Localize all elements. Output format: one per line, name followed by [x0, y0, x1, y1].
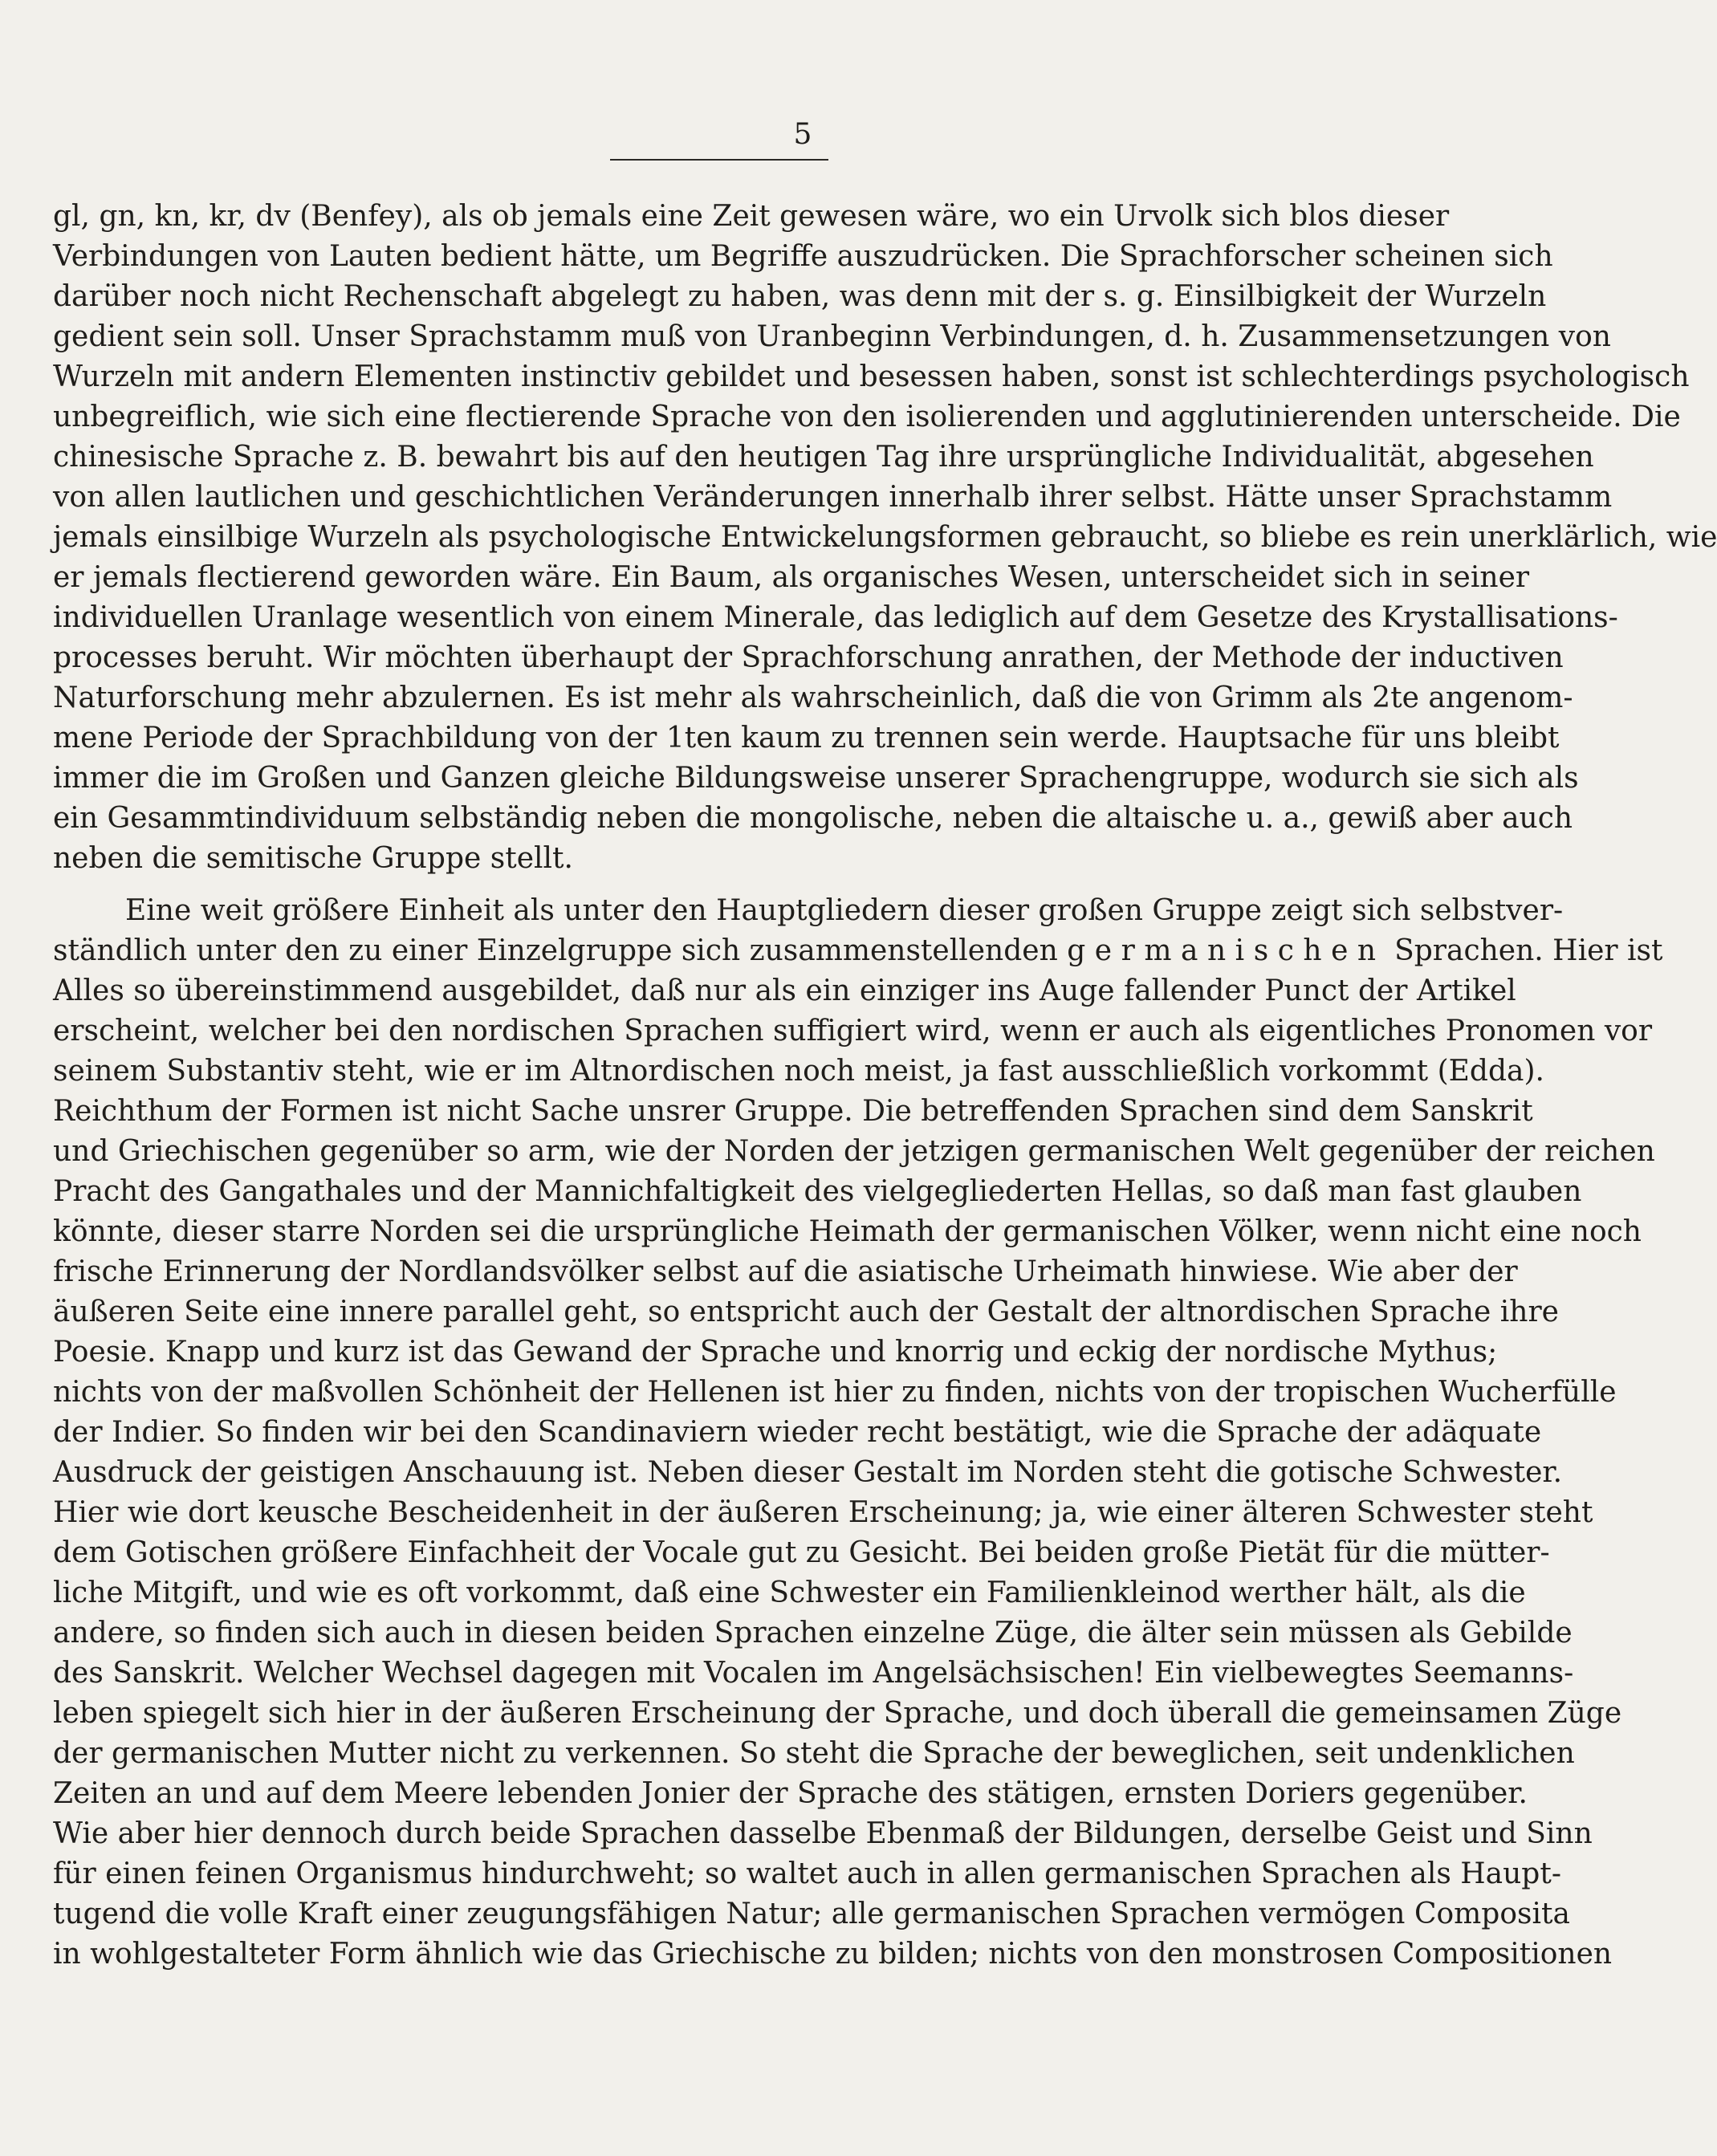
text-line: seinem Substantiv steht, wie er im Altnordischen noch meist, ja fast ausschließlich vorkommt (Edda). [53, 1055, 1544, 1088]
text-line: der germanischen Mutter nicht zu verkennen. So steht die Sprache der beweglichen, seit undenklichen [53, 1737, 1575, 1770]
text-line: Eine weit größere Einheit als unter den Hauptgliedern dieser großen Gruppe zeigt sich selbstver- [125, 894, 1564, 927]
header-rule [610, 159, 828, 161]
text-line: andere, so finden sich auch in diesen beiden Sprachen einzelne Züge, die älter sein müssen als Gebilde [53, 1617, 1573, 1650]
text-line: frische Erinnerung der Nordlandsvölker selbst auf die asiatische Urheimath hinwiese. Wie aber der [53, 1255, 1518, 1288]
text-line: Reichthum der Formen ist nicht Sache unsrer Gruppe. Die betreffenden Sprachen sind dem Sanskrit [53, 1095, 1533, 1128]
text-line-with-emphasis [53, 931, 1663, 971]
text-line: Ausdruck der geistigen Anschauung ist. Neben dieser Gestalt im Norden steht die gotische Schwester. [53, 1456, 1563, 1489]
text-line: mene Periode der Sprachbildung von der 1ten kaum zu trennen sein werde. Hauptsache für uns bleibt [53, 722, 1560, 755]
text-line: leben spiegelt sich hier in der äußeren Erscheinung der Sprache, und doch überall die gemeinsamen Züge [53, 1697, 1622, 1730]
emphasized-word: germanischen [1067, 934, 1385, 967]
text-line: chinesische Sprache z. B. bewahrt bis auf den heutigen Tag ihre ursprüngliche Individualität, abgesehen [53, 441, 1594, 474]
text-segment: Sprachen. Hier ist [1385, 934, 1663, 967]
text-line: individuellen Uranlage wesentlich von einem Minerale, das lediglich auf dem Gesetze des Krystallisations- [53, 601, 1618, 634]
text-line: darüber noch nicht Rechenschaft abgelegt zu haben, was denn mit der s. g. Einsilbigkeit der Wurzeln [53, 280, 1547, 313]
text-line: für einen feinen Organismus hindurchweht; so waltet auch in allen germanischen Sprachen als Haupt- [53, 1857, 1561, 1890]
text-line: jemals einsilbige Wurzeln als psychologische Entwickelungsformen gebraucht, so bliebe es rein unerklärlich, wie [53, 521, 1717, 554]
text-line: des Sanskrit. Welcher Wechsel dagegen mit Vocalen im Angelsächsischen! Ein vielbewegtes Seemanns- [53, 1657, 1574, 1690]
text-line: Wurzeln mit andern Elementen instinctiv gebildet und besessen haben, sonst ist schlechterdings psychologisch [53, 360, 1690, 393]
text-line: processes beruht. Wir möchten überhaupt der Sprachforschung anrathen, der Methode der inductiven [53, 641, 1564, 674]
page-number: 5 [793, 118, 812, 151]
text-line: unbegreiflich, wie sich eine flectierende Sprache von den isolierenden und agglutinierenden unterscheide. Die [53, 401, 1681, 433]
text-line: Alles so übereinstimmend ausgebildet, daß nur als ein einziger ins Auge fallender Punct der Artikel [53, 974, 1516, 1007]
text-line: Wie aber hier dennoch durch beide Sprachen dasselbe Ebenmaß der Bildungen, derselbe Geist und Sinn [53, 1817, 1593, 1850]
text-line: und Griechischen gegenüber so arm, wie der Norden der jetzigen germanischen Welt gegenüber der reichen [53, 1135, 1655, 1168]
text-line: Naturforschung mehr abzulernen. Es ist mehr als wahrscheinlich, daß die von Grimm als 2te angenom- [53, 681, 1573, 714]
text-line: der Indier. So finden wir bei den Scandinaviern wieder recht bestätigt, wie die Sprache der adäquate [53, 1416, 1542, 1449]
text-line: könnte, dieser starre Norden sei die ursprüngliche Heimath der germanischen Völker, wenn nicht eine noch [53, 1215, 1642, 1248]
text-line: er jemals flectierend geworden wäre. Ein Baum, als organisches Wesen, unterscheidet sich in seiner [53, 561, 1530, 594]
text-line: liche Mitgift, und wie es oft vorkommt, daß eine Schwester ein Familienkleinod werther hält, als die [53, 1576, 1526, 1609]
text-line: ein Gesammtindividuum selbständig neben die mongolische, neben die altaische u. a., gewiß aber auch [53, 802, 1573, 835]
text-line: Hier wie dort keusche Bescheidenheit in der äußeren Erscheinung; ja, wie einer älteren Schwester steht [53, 1496, 1593, 1529]
text-line: gedient sein soll. Unser Sprachstamm muß von Uranbeginn Verbindungen, d. h. Zusammensetzungen von [53, 320, 1611, 353]
text-line: Verbindungen von Lauten bedient hätte, um Begriffe auszudrücken. Die Sprachforscher scheinen sich [53, 240, 1553, 273]
text-line: immer die im Großen und Ganzen gleiche Bildungsweise unserer Sprachengruppe, wodurch sie sich als [53, 762, 1579, 795]
text-line: Poesie. Knapp und kurz ist das Gewand der Sprache und knorrig und eckig der nordische Mythus; [53, 1336, 1498, 1369]
text-line: dem Gotischen größere Einfachheit der Vocale gut zu Gesicht. Bei beiden große Pietät für die mütter- [53, 1536, 1550, 1569]
text-line: Pracht des Gangathales und der Mannichfaltigkeit des vielgegliederten Hellas, so daß man fast glauben [53, 1175, 1582, 1208]
text-line: in wohlgestalteter Form ähnlich wie das Griechische zu bilden; nichts von den monstrosen Compositionen [53, 1938, 1613, 1971]
text-segment: ständlich unter den zu einer Einzelgruppe sich zusammenstellenden [53, 934, 1068, 967]
text-line: äußeren Seite eine innere parallel geht, so entspricht auch der Gestalt der altnordischen Sprache ihre [53, 1296, 1559, 1328]
text-line: erscheint, welcher bei den nordischen Sprachen suffigiert wird, wenn er auch als eigentliches Pronomen vor [53, 1015, 1653, 1047]
text-line: gl, gn, kn, kr, dv (Benfey), als ob jemals eine Zeit gewesen wäre, wo ein Urvolk sich blos dieser [53, 200, 1450, 233]
text-line: Zeiten an und auf dem Meere lebenden Jonier der Sprache des stätigen, ernsten Doriers gegenüber. [53, 1777, 1528, 1810]
text-line: tugend die volle Kraft einer zeugungsfähigen Natur; alle germanischen Sprachen vermögen Composita [53, 1898, 1570, 1930]
text-line: nichts von der maßvollen Schönheit der Hellenen ist hier zu finden, nichts von der tropischen Wucherfülle [53, 1376, 1617, 1409]
text-line: neben die semitische Gruppe stellt. [53, 842, 573, 875]
text-line: von allen lautlichen und geschichtlichen Veränderungen innerhalb ihrer selbst. Hätte unser Sprachstamm [53, 481, 1613, 514]
